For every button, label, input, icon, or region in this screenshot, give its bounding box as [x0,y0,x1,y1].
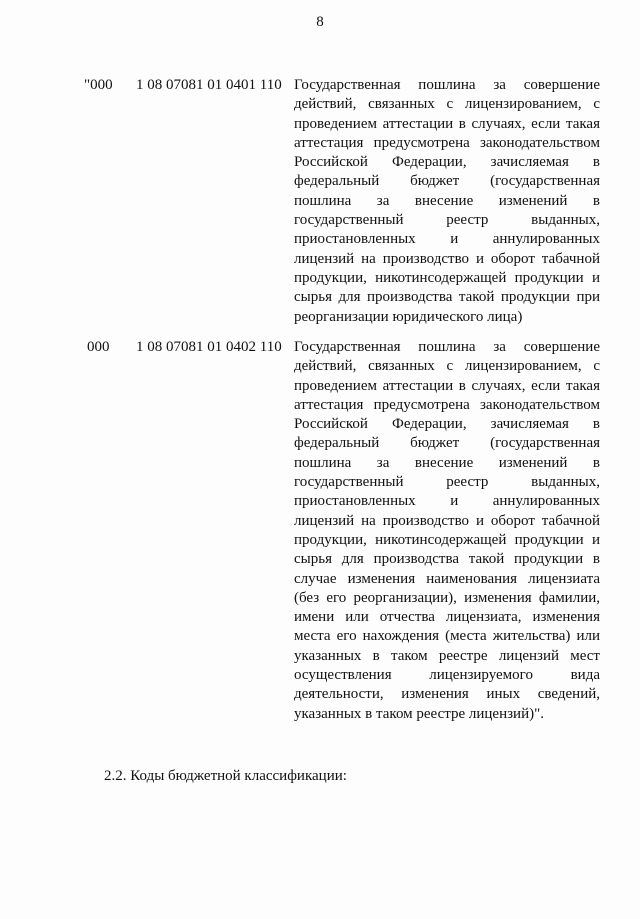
administrator-code: "000 [84,77,113,93]
income-description: Государственная пошлина за совершение действий, связанных с лицензированием, с проведением аттестации в случаях, если такая аттестация предусмотрена законодательством Российской Федерации, зачисляемая в федеральный бюджет (государственная пошлина за внесение изменений в государственный реестр выданных, приостановленных и аннулированных лицензий на производство и оборот табачной продукции, никотинсодержащей продукции и сырья для производства такой продукции при реорганизации юридического лица) [294,77,600,325]
page-number: 8 [316,14,324,30]
budget-classification-code: 1 08 07081 01 0401 110 [136,77,282,93]
administrator-code: 000 [87,339,110,355]
income-description: Государственная пошлина за совершение действий, связанных с лицензированием, с проведением аттестации в случаях, если такая аттестация предусмотрена законодательством Российской Федерации, зачисляемая в федеральный бюджет (государственная пошлина за внесение изменений в государственный реестр выданных, приостановленных и аннулированных лицензий на производство и оборот табачной продукции, никотинсодержащей продукции и сырья для производства такой продукции в случае изменения наименования лицензиата (без его реорганизации), изменения фамилии, имени или отчества лицензиата, изменения места его нахождения (места жительства) или указанных в таком реестре лицензий мест осуществления лицензируемого вида деятельности, изменения иных сведений, указанных в таком реестре лицензий)". [294,339,600,722]
section-heading: 2.2. Коды бюджетной классификации: [104,768,347,784]
budget-classification-code: 1 08 07081 01 0402 110 [136,339,282,355]
